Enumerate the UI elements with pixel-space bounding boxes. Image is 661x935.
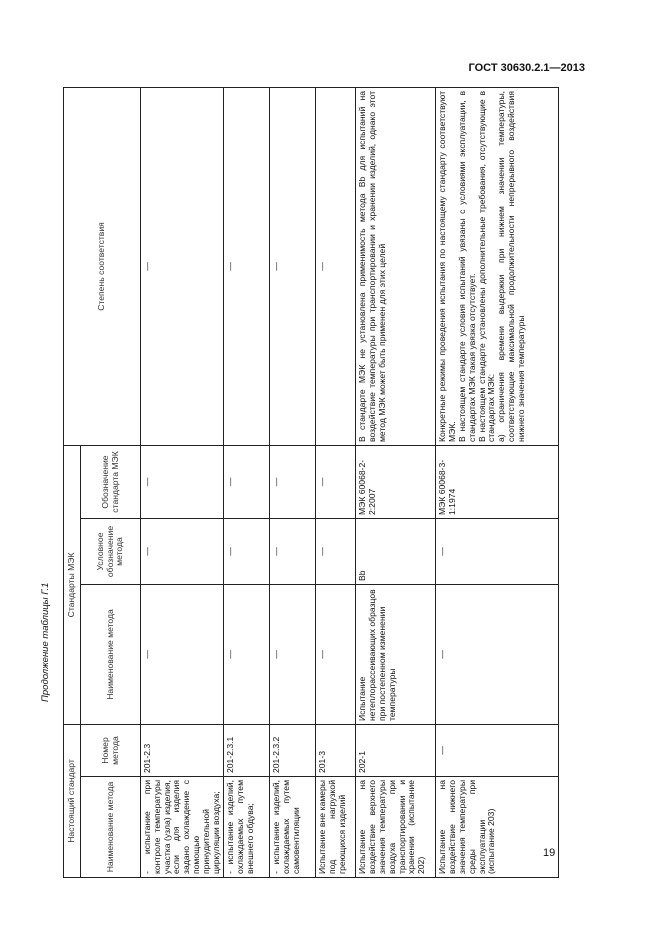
conformity-cell: В стандарте МЭК не установлена применимость метода Bb для испытаний на воздействие температуры при транспортировании и хранении изделий, однако этот метод МЭК может быть применен для этих целей [356,87,436,445]
method-name-cell: - испытание изделий, охлаждаемых путем внешнего обдува; [224,777,270,878]
iec-method-name-cell: — [436,584,559,724]
iec-method-name-cell: — [141,584,224,724]
iec-symbol-cell: — [141,518,224,584]
conformity-cell: — [224,87,270,445]
iec-symbol-cell: — [224,518,270,584]
iec-symbol-cell: — [270,518,316,584]
header-method-number: Номер метода [81,724,141,776]
conformity-line: Конкретные режимы проведения испытания по настоящему стандарту соответствуют МЭК. [437,90,458,442]
header-method-name: Наименование метода [81,777,141,878]
iec-standard-cell: МЭК 60068-2-2:2007 [356,445,436,518]
method-number-cell: 201-3 [316,724,356,776]
method-number-cell: 201-2.3.2 [270,724,316,776]
header-iec-method-name: Наименование метода [81,584,141,724]
method-name-cell: Испытание на воздействие верхнего значения температуры воздуха при транспортировании и хранении (испытание 202) [356,777,436,878]
iec-symbol-cell: — [316,518,356,584]
table-caption: Продолжение таблицы Г.1 [40,582,51,702]
header-conformity: Степень соответствия [64,87,141,445]
iec-method-name-cell: — [224,584,270,724]
iec-standard-cell: МЭК 60068-3-1:1974 [436,445,559,518]
conformity-line: а) ограничения времени выдержки при нижнем значении температуры, соответствующие максимальной продолжительности непрерывного воздействия нижнего значения температуры [496,90,526,442]
conformity-cell: — [141,87,224,445]
iec-standard-cell: — [141,445,224,518]
method-name-cell: - испытание изделий, охлаждаемых путем самовентиляции [270,777,316,878]
iec-method-name-cell: — [316,584,356,724]
iec-symbol-cell: Bb [356,518,436,584]
table-row [356,87,436,877]
comparison-table [63,87,559,878]
table-row [270,87,316,877]
method-name-cell: Испытание вне камеры под нагрузкой греющихся изделий [316,777,356,878]
table-row [316,87,356,877]
iec-method-name-cell: — [270,584,316,724]
conformity-cell: — [316,87,356,445]
iec-standard-cell: — [224,445,270,518]
conformity-line: В настоящем стандарте установлены дополнительные требования, отсутствующие в стандартах МЭК: [476,90,497,442]
iec-standard-cell: — [270,445,316,518]
table-row [436,87,559,877]
method-number-cell: 201-2.3.1 [224,724,270,776]
document-designation: ГОСТ 30630.2.1—2013 [468,62,585,74]
method-number-cell: 201-2.3 [141,724,224,776]
page-number: 19 [543,847,556,859]
iec-symbol-cell: — [436,518,559,584]
header-gost: Настоящий стандарт [64,724,81,877]
rotated-table-frame [63,88,547,878]
method-name-cell: Испытание на воздействие нижнего значения температуры среды при эксплуатации (испытание 203) [436,777,559,878]
table-row [141,87,224,877]
header-iec-symbol: Условное обозначение метода [81,518,141,584]
iec-standard-cell: — [316,445,356,518]
conformity-line: В настоящем стандарте условия испытаний увязаны с условиями эксплуатации, в стандартах МЭК такая увязка отсутствует. [456,90,477,442]
header-iec-standard: Обозначение стандарта МЭК [81,445,141,518]
conformity-cell: — [270,87,316,445]
conformity-cell [436,87,559,445]
method-name-cell: - испытание при контроле температуры участка (узла) изделия, если для изделия задано охлаждение с помощью принудительной циркуляции воздуха; [141,777,224,878]
table-row [224,87,270,877]
method-number-cell: — [436,724,559,776]
header-iec: Стандарты МЭК [64,445,81,724]
iec-method-name-cell: Испытание нетеплорассеивающих образцов при постепенном изменении температуры [356,584,436,724]
method-number-cell: 202-1 [356,724,436,776]
